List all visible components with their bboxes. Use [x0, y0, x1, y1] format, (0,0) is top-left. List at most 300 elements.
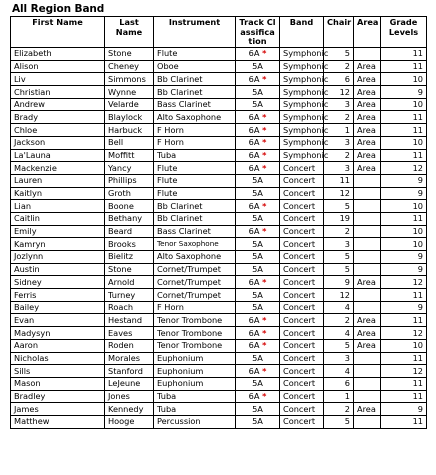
cell-track-text: 5A [252, 352, 263, 363]
cell-band-text: Concert [283, 226, 316, 237]
cell-grade-text: 10 [412, 200, 423, 211]
cell-track [236, 225, 280, 238]
cell-instrument-text: Flute [157, 188, 178, 199]
cell-first-name [11, 162, 105, 175]
cell-band-text: Concert [283, 251, 316, 262]
cell-band-text: Concert [283, 340, 316, 351]
cell-first-name-text: Emily [14, 226, 37, 237]
cell-last-name [105, 48, 154, 61]
cell-chair [324, 276, 354, 289]
cell-area [354, 149, 381, 162]
cell-grade [381, 174, 427, 187]
cell-first-name-text: Kamryn [14, 238, 46, 249]
cell-last-name-text: Hestand [108, 314, 143, 325]
cell-area [354, 98, 381, 111]
cell-track-text: 6A [248, 391, 260, 402]
cell-chair-text: 2 [344, 226, 350, 237]
cell-area-text: Area [357, 276, 376, 287]
cell-last-name-text: Harbuck [108, 124, 143, 135]
cell-instrument [154, 251, 236, 264]
cell-instrument [154, 174, 236, 187]
cell-grade [381, 200, 427, 213]
cell-chair [324, 327, 354, 340]
cell-first-name-text: Jackson [14, 137, 46, 148]
cell-chair-text: 2 [344, 149, 350, 160]
cell-last-name [105, 276, 154, 289]
cell-last-name [105, 86, 154, 99]
star-marker: * [262, 327, 267, 338]
star-marker: * [262, 314, 267, 325]
cell-chair-text: 3 [344, 162, 350, 173]
cell-band [280, 327, 324, 340]
cell-instrument [154, 212, 236, 225]
cell-grade-text: 10 [412, 99, 423, 110]
header-row [11, 17, 427, 48]
cell-chair-text: 1 [344, 391, 350, 402]
cell-instrument-text: F Horn [157, 124, 184, 135]
cell-track [236, 415, 280, 428]
cell-area [354, 111, 381, 124]
cell-band [280, 251, 324, 264]
cell-grade-text: 11 [412, 314, 423, 325]
header-track-classification: Track Classification [236, 17, 280, 48]
cell-instrument [154, 225, 236, 238]
cell-band-text: Concert [283, 200, 316, 211]
cell-last-name [105, 390, 154, 403]
cell-last-name [105, 187, 154, 200]
cell-grade [381, 60, 427, 73]
cell-grade [381, 352, 427, 365]
cell-chair-text: 4 [344, 327, 350, 338]
cell-grade-text: 12 [412, 327, 423, 338]
cell-area [354, 263, 381, 276]
cell-instrument-text: Oboe [157, 61, 179, 72]
cell-track-text: 5A [252, 416, 263, 427]
cell-first-name [11, 60, 105, 73]
cell-instrument-text: Bb Clarinet [157, 86, 203, 97]
cell-chair [324, 352, 354, 365]
cell-grade [381, 251, 427, 264]
cell-grade-text: 10 [412, 238, 423, 249]
cell-track [236, 365, 280, 378]
cell-area [354, 251, 381, 264]
cell-grade [381, 98, 427, 111]
cell-track-text: 6A [248, 200, 260, 211]
cell-track-text: 5A [252, 86, 263, 97]
cell-track-text: 6A [248, 340, 260, 351]
cell-track [236, 263, 280, 276]
table-row [11, 225, 427, 238]
table-row [11, 377, 427, 390]
cell-first-name [11, 225, 105, 238]
table-row [11, 162, 427, 175]
cell-instrument-text: Cornet/Trumpet [157, 289, 221, 300]
table-row [11, 365, 427, 378]
cell-track-text: 5A [252, 264, 263, 275]
cell-track [236, 162, 280, 175]
cell-chair [324, 390, 354, 403]
cell-first-name [11, 352, 105, 365]
cell-track-text: 5A [252, 238, 263, 249]
cell-band [280, 377, 324, 390]
cell-chair-text: 3 [344, 137, 350, 148]
cell-last-name-text: Blaylock [108, 111, 143, 122]
cell-chair [324, 415, 354, 428]
table-row [11, 149, 427, 162]
cell-last-name-text: Cheney [108, 61, 140, 72]
star-marker: * [262, 137, 267, 148]
cell-area [354, 289, 381, 302]
cell-track [236, 124, 280, 137]
cell-first-name [11, 187, 105, 200]
cell-last-name-text: Roach [108, 302, 134, 313]
cell-instrument [154, 86, 236, 99]
cell-band [280, 403, 324, 416]
cell-track [236, 200, 280, 213]
cell-grade [381, 124, 427, 137]
cell-track [236, 276, 280, 289]
cell-chair [324, 263, 354, 276]
cell-band-text: Symphonic [283, 61, 329, 72]
cell-instrument-text: Tuba [157, 149, 177, 160]
cell-first-name [11, 111, 105, 124]
cell-chair [324, 314, 354, 327]
cell-area [354, 136, 381, 149]
table-row [11, 124, 427, 137]
cell-instrument [154, 111, 236, 124]
cell-grade [381, 48, 427, 61]
cell-first-name-text: Lauren [14, 175, 43, 186]
cell-track-text: 6A [248, 137, 260, 148]
cell-last-name-text: Brooks [108, 238, 136, 249]
table-row [11, 263, 427, 276]
cell-band-text: Concert [283, 238, 316, 249]
cell-band [280, 390, 324, 403]
cell-first-name [11, 48, 105, 61]
cell-first-name-text: Andrew [14, 99, 45, 110]
cell-grade [381, 365, 427, 378]
cell-grade [381, 403, 427, 416]
cell-area [354, 390, 381, 403]
cell-track-text: 6A [248, 226, 260, 237]
cell-chair-text: 12 [339, 289, 350, 300]
cell-track [236, 352, 280, 365]
cell-track-text: 6A [248, 124, 260, 135]
cell-grade-text: 10 [412, 226, 423, 237]
cell-last-name [105, 263, 154, 276]
cell-chair [324, 377, 354, 390]
cell-band [280, 111, 329, 124]
table-row [11, 98, 427, 111]
cell-first-name-text: James [14, 403, 39, 414]
cell-chair-text: 11 [339, 175, 350, 186]
cell-instrument [154, 390, 236, 403]
cell-track [236, 339, 280, 352]
cell-chair-text: 6 [344, 73, 350, 84]
table-row [11, 174, 427, 187]
cell-area-text: Area [357, 99, 376, 110]
table-row [11, 212, 427, 225]
cell-last-name-text: LeJeune [108, 378, 141, 389]
cell-instrument [154, 238, 236, 251]
cell-chair-text: 5 [344, 48, 350, 59]
cell-track-text: 6A [248, 327, 260, 338]
cell-band [280, 73, 329, 86]
cell-track [236, 238, 280, 251]
cell-first-name [11, 403, 105, 416]
cell-instrument [154, 377, 236, 390]
cell-grade [381, 377, 427, 390]
cell-area [354, 48, 381, 61]
star-marker: * [262, 124, 267, 135]
cell-last-name [105, 327, 154, 340]
cell-instrument-text: Flute [157, 48, 178, 59]
cell-instrument-text: Tenor Trombone [157, 327, 223, 338]
cell-instrument-text: Tenor Saxophone [157, 238, 219, 248]
cell-first-name [11, 174, 105, 187]
cell-first-name-text: Matthew [14, 416, 50, 427]
cell-grade [381, 162, 427, 175]
cell-band-text: Symphonic [283, 73, 329, 84]
cell-area-text: Area [357, 327, 376, 338]
star-marker: * [262, 48, 267, 59]
cell-band [280, 136, 329, 149]
cell-area [354, 238, 381, 251]
cell-first-name-text: Evan [14, 314, 35, 325]
cell-chair [324, 200, 354, 213]
cell-grade-text: 11 [412, 149, 423, 160]
cell-first-name-text: Jozlynn [14, 251, 44, 262]
table-row [11, 60, 427, 73]
cell-instrument-text: Cornet/Trumpet [157, 264, 221, 275]
cell-chair-text: 2 [344, 111, 350, 122]
cell-chair-text: 9 [344, 276, 350, 287]
cell-band-text: Concert [283, 276, 316, 287]
cell-grade-text: 11 [412, 378, 423, 389]
cell-grade [381, 187, 427, 200]
cell-band-text: Concert [283, 162, 316, 173]
cell-first-name [11, 289, 105, 302]
cell-area [354, 352, 381, 365]
cell-area [354, 212, 381, 225]
cell-track [236, 403, 280, 416]
cell-grade [381, 238, 427, 251]
cell-chair-text: 5 [344, 264, 350, 275]
cell-first-name [11, 251, 105, 264]
cell-first-name [11, 98, 105, 111]
header-last-name: Last Name [105, 17, 154, 48]
cell-track-text: 5A [252, 175, 263, 186]
cell-first-name-text: Lian [14, 200, 32, 211]
table-row [11, 48, 427, 61]
cell-grade-text: 11 [412, 289, 423, 300]
cell-instrument-text: Percussion [157, 416, 201, 427]
header-chair: Chair [324, 17, 354, 48]
cell-instrument [154, 200, 236, 213]
cell-area-text: Area [357, 340, 376, 351]
cell-band-text: Concert [283, 378, 316, 389]
cell-area [354, 225, 381, 238]
cell-grade-text: 9 [417, 251, 423, 262]
cell-grade [381, 136, 427, 149]
cell-grade [381, 73, 427, 86]
cell-chair [324, 187, 354, 200]
cell-first-name [11, 365, 105, 378]
star-marker: * [262, 226, 267, 237]
cell-chair-text: 3 [344, 238, 350, 249]
cell-track [236, 390, 280, 403]
cell-area [354, 301, 381, 314]
cell-track [236, 314, 280, 327]
cell-first-name [11, 339, 105, 352]
cell-last-name-text: Velarde [108, 99, 139, 110]
cell-first-name [11, 314, 105, 327]
table-row [11, 327, 427, 340]
cell-band [280, 238, 324, 251]
cell-band-text: Symphonic [283, 137, 329, 148]
cell-area-text: Area [357, 149, 376, 160]
cell-area-text: Area [357, 61, 376, 72]
cell-last-name-text: Groth [108, 188, 131, 199]
cell-area-text: Area [357, 111, 376, 122]
cell-grade-text: 12 [412, 162, 423, 173]
star-marker: * [262, 149, 267, 160]
cell-grade [381, 111, 427, 124]
cell-first-name-text: Caitlin [14, 213, 40, 224]
cell-grade [381, 86, 427, 99]
cell-last-name [105, 136, 154, 149]
table-row [11, 136, 427, 149]
cell-band [280, 314, 324, 327]
cell-area [354, 415, 381, 428]
cell-grade [381, 339, 427, 352]
cell-instrument-text: Flute [157, 175, 178, 186]
roster-body [11, 48, 427, 429]
cell-first-name [11, 327, 105, 340]
cell-track [236, 60, 280, 73]
cell-instrument-text: Euphonium [157, 365, 204, 376]
cell-instrument [154, 48, 236, 61]
cell-last-name [105, 238, 154, 251]
cell-area [354, 187, 381, 200]
cell-instrument [154, 263, 236, 276]
header-grade-levels: Grade Levels [381, 17, 427, 48]
cell-grade-text: 11 [412, 352, 423, 363]
cell-last-name [105, 377, 154, 390]
cell-band [280, 365, 324, 378]
cell-first-name [11, 390, 105, 403]
cell-grade [381, 390, 427, 403]
cell-track [236, 149, 280, 162]
cell-chair [324, 301, 354, 314]
cell-last-name [105, 60, 154, 73]
cell-grade-text: 11 [412, 124, 423, 135]
cell-last-name [105, 124, 154, 137]
cell-area-text: Area [357, 73, 376, 84]
cell-grade [381, 314, 427, 327]
cell-band-text: Symphonic [283, 111, 329, 122]
cell-track-text: 6A [248, 48, 260, 59]
cell-grade [381, 276, 427, 289]
cell-instrument-text: Euphonium [157, 352, 204, 363]
cell-band [280, 124, 329, 137]
cell-last-name-text: Yancy [108, 162, 132, 173]
cell-chair [324, 365, 354, 378]
cell-chair [324, 212, 354, 225]
table-row [11, 111, 427, 124]
cell-band-text: Symphonic [283, 86, 329, 97]
cell-area [354, 200, 381, 213]
table-row [11, 73, 427, 86]
table-row [11, 301, 427, 314]
cell-instrument [154, 149, 236, 162]
cell-first-name-text: Elizabeth [14, 48, 52, 59]
cell-track [236, 98, 280, 111]
cell-area [354, 314, 381, 327]
cell-track [236, 212, 280, 225]
table-row [11, 314, 427, 327]
cell-track [236, 86, 280, 99]
cell-first-name-text: Brady [14, 111, 39, 122]
table-row [11, 276, 427, 289]
cell-last-name-text: Kennedy [108, 403, 144, 414]
cell-chair-text: 5 [344, 200, 350, 211]
cell-band [280, 60, 329, 73]
cell-first-name [11, 238, 105, 251]
cell-area-text: Area [357, 86, 376, 97]
header-area: Area [354, 17, 381, 48]
cell-last-name [105, 415, 154, 428]
cell-band-text: Concert [283, 213, 316, 224]
cell-first-name-text: Bailey [14, 302, 40, 313]
star-marker: * [262, 162, 267, 173]
table-row [11, 403, 427, 416]
cell-last-name-text: Phillips [108, 175, 137, 186]
cell-band-text: Symphonic [283, 48, 329, 59]
cell-area [354, 73, 381, 86]
star-marker: * [262, 391, 267, 402]
cell-chair [324, 403, 354, 416]
cell-grade-text: 11 [412, 48, 423, 59]
cell-last-name [105, 174, 154, 187]
cell-grade [381, 327, 427, 340]
star-marker: * [262, 200, 267, 211]
cell-instrument [154, 403, 236, 416]
cell-instrument [154, 289, 236, 302]
cell-chair [324, 339, 354, 352]
cell-track [236, 327, 280, 340]
cell-last-name-text: Beard [108, 226, 133, 237]
cell-instrument [154, 314, 236, 327]
cell-chair [324, 225, 354, 238]
table-row [11, 251, 427, 264]
cell-instrument-text: Tuba [157, 403, 177, 414]
cell-instrument-text: Bb Clarinet [157, 73, 203, 84]
table-row [11, 86, 427, 99]
cell-track-text: 6A [248, 111, 260, 122]
cell-grade-text: 9 [417, 302, 423, 313]
cell-chair [324, 238, 354, 251]
cell-band-text: Concert [283, 302, 316, 313]
cell-last-name-text: Stanford [108, 365, 143, 376]
cell-grade-text: 11 [412, 61, 423, 72]
cell-chair-text: 3 [344, 352, 350, 363]
cell-band [280, 200, 324, 213]
cell-chair-text: 6 [344, 378, 350, 389]
cell-chair-text: 5 [344, 416, 350, 427]
cell-last-name [105, 251, 154, 264]
cell-instrument [154, 276, 236, 289]
